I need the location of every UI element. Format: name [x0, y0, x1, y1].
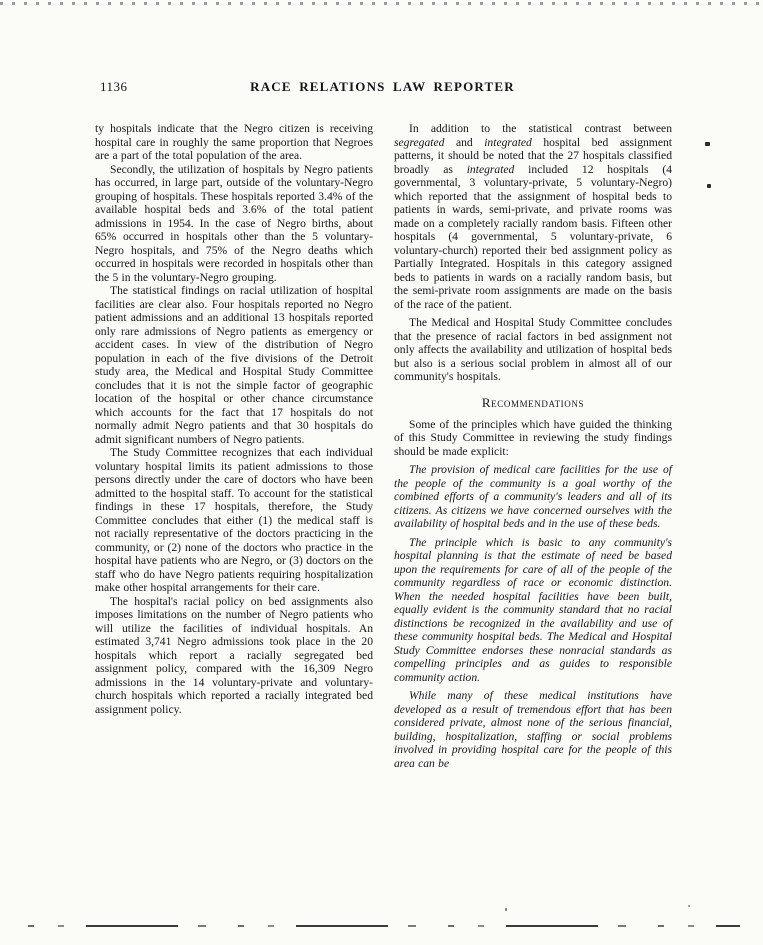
scan-bottom-edge-artifact: [28, 925, 740, 927]
page-header: [95, 79, 670, 97]
left-column: [95, 122, 373, 770]
right-column-top: [394, 122, 672, 384]
text-run: The principle which is basic to any community's hospital planning is that the estimate of need be based upon the requirements for care of all of the people of the community regardless of race or economic distinction. When the needed hospital facilities have been built, equally evident is the community standard that no racial distinctions be recognized in the availability and use of these community hospital beds. The Medical and Hospital Study Committee endorses these nonracial standards as compelling principles and as guides to responsible community action.: [394, 535, 672, 684]
paragraph: [95, 595, 373, 717]
ink-speck: [705, 142, 710, 146]
ink-speck: [707, 184, 711, 188]
right-column-bottom: [394, 418, 672, 771]
paragraph: [95, 446, 373, 595]
paragraph: [394, 536, 672, 685]
paragraph: [95, 163, 373, 285]
text-run: Some of the principles which have guided the thinking of this Study Committee in reviewing the study findings should be made explicit:: [394, 417, 672, 458]
right-column: [394, 122, 672, 770]
text-run: integrated: [466, 162, 515, 176]
paragraph: [95, 122, 373, 163]
text-run: segregated: [394, 135, 445, 149]
page-number: 1136: [100, 79, 128, 94]
paragraph: [394, 122, 672, 311]
text-run: The statistical findings on racial utilization of hospital facilities are clear also. Four hospitals reported no Negro patient admissions and an additional 13 hospitals reported only rare admissions of Negro patients as emergency or accident cases. In view of the distribution of Negro population in each of the five divisions of the Detroit study area, the Medical and Hospital Study Committee concludes that it is not the simple factor of geographic location of the hospital or other chance circumstance which accounts for the fact that 17 hospitals do not normally admit Negro patients and that 30 hospitals do admit significant numbers of Negro patients.: [95, 284, 373, 446]
text-run: integrated: [484, 135, 532, 149]
text-run: The Medical and Hospital Study Committee concludes that the presence of racial factors in bed assignment not only affects the availability and utilization of hospital beds but also is a serious social problem in almost all of our community's hospitals.: [394, 316, 672, 383]
paragraph: [394, 316, 672, 384]
text-run: ty hospitals indicate that the Negro citizen is receiving hospital care in roughly the same proportion that Negroes are a part of the total population of the area.: [95, 122, 373, 162]
ink-speck: [505, 908, 507, 911]
text-run: The hospital's racial policy on bed assignments also imposes limitations on the number of Negro patients who will utilize the facilities of individual hospitals. An estimated 3,741 Negro admissions took place in the 20 hospitals which report a racially segregated bed assignment policy, compared with the 16,309 Negro admissions in the 14 voluntary-private and voluntary-church hospitals which reported a racially integrated bed assignment policy.: [95, 594, 373, 716]
paragraph: [394, 463, 672, 531]
section-heading-recommendations: Recommendations: [481, 394, 585, 410]
text-run: hospital bed assignment patterns, it should be noted that the 27 hospitals classified broadly as: [394, 135, 672, 176]
ink-speck: [688, 905, 690, 907]
text-run: The provision of medical care facilities for the use of the people of the community is a goal worthy of the combined efforts of a community's leaders and all of its citizens. As citizens we have concerned ourselves with the availability of hospital beds and in the use of these beds.: [394, 463, 672, 530]
text-run: included 12 hospitals (4 governmental, 3 voluntary-private, 5 voluntary-Negro) which reported that the assignment of hospital beds to patients in wards, semi-private, and private rooms was made on a completely racially random basis. Fifteen other hospitals (4 governmental, 5 voluntary-private, 6 voluntary-church) reported their bed assignment policy as Partially Integrated. Hospitals in this category assigned beds to patients in wards on a racially random basis, but the semi-private room assignments are made on the basis of the race of the patient.: [394, 162, 673, 311]
text-run: The Study Committee recognizes that each individual voluntary hospital limits its patient admissions to those persons directly under the care of doctors who have been admitted to the hospital staff. To account for the statistical findings in these 17 hospitals, therefore, the Study Committee concludes that either (1) the medical staff is not racially representative of the doctors practicing in the community, or (2) none of the doctors who practice in the hospital have patients who are Negro, or (3) doctors on the staff who do have Negro patients requiring hospitalization make other hospital arrangements for their care.: [95, 446, 373, 594]
paragraph: [95, 284, 373, 446]
paragraph: [394, 418, 672, 459]
running-title: RACE RELATIONS LAW REPORTER: [250, 79, 515, 94]
text-run: Secondly, the utilization of hospitals by Negro patients has occurred, in large part, outside of the voluntary-Negro grouping of hospitals. These hospitals reported 3.4% of the available hospital beds and 3.6% of the total patient admissions in 1954. In the case of Negro births, about 65% occurred in hospitals other than the 5 voluntary-Negro hospitals, and 75% of the Negro deaths which occurred in hospitals were recorded in hospitals other than the 5 in the voluntary-Negro grouping.: [95, 162, 373, 284]
text-run: In addition to the statistical contrast between: [409, 122, 672, 135]
paragraph: [394, 689, 672, 770]
text-body: [95, 122, 672, 770]
text-run: and: [444, 135, 485, 149]
scan-top-edge-artifact: [0, 2, 763, 5]
text-run: While many of these medical institutions have developed as a result of tremendous effort that has been considered private, almost none of the serious financial, building, hospitalization, staffing or social problems involved in providing hospital care for the people of this area can be: [394, 689, 672, 770]
